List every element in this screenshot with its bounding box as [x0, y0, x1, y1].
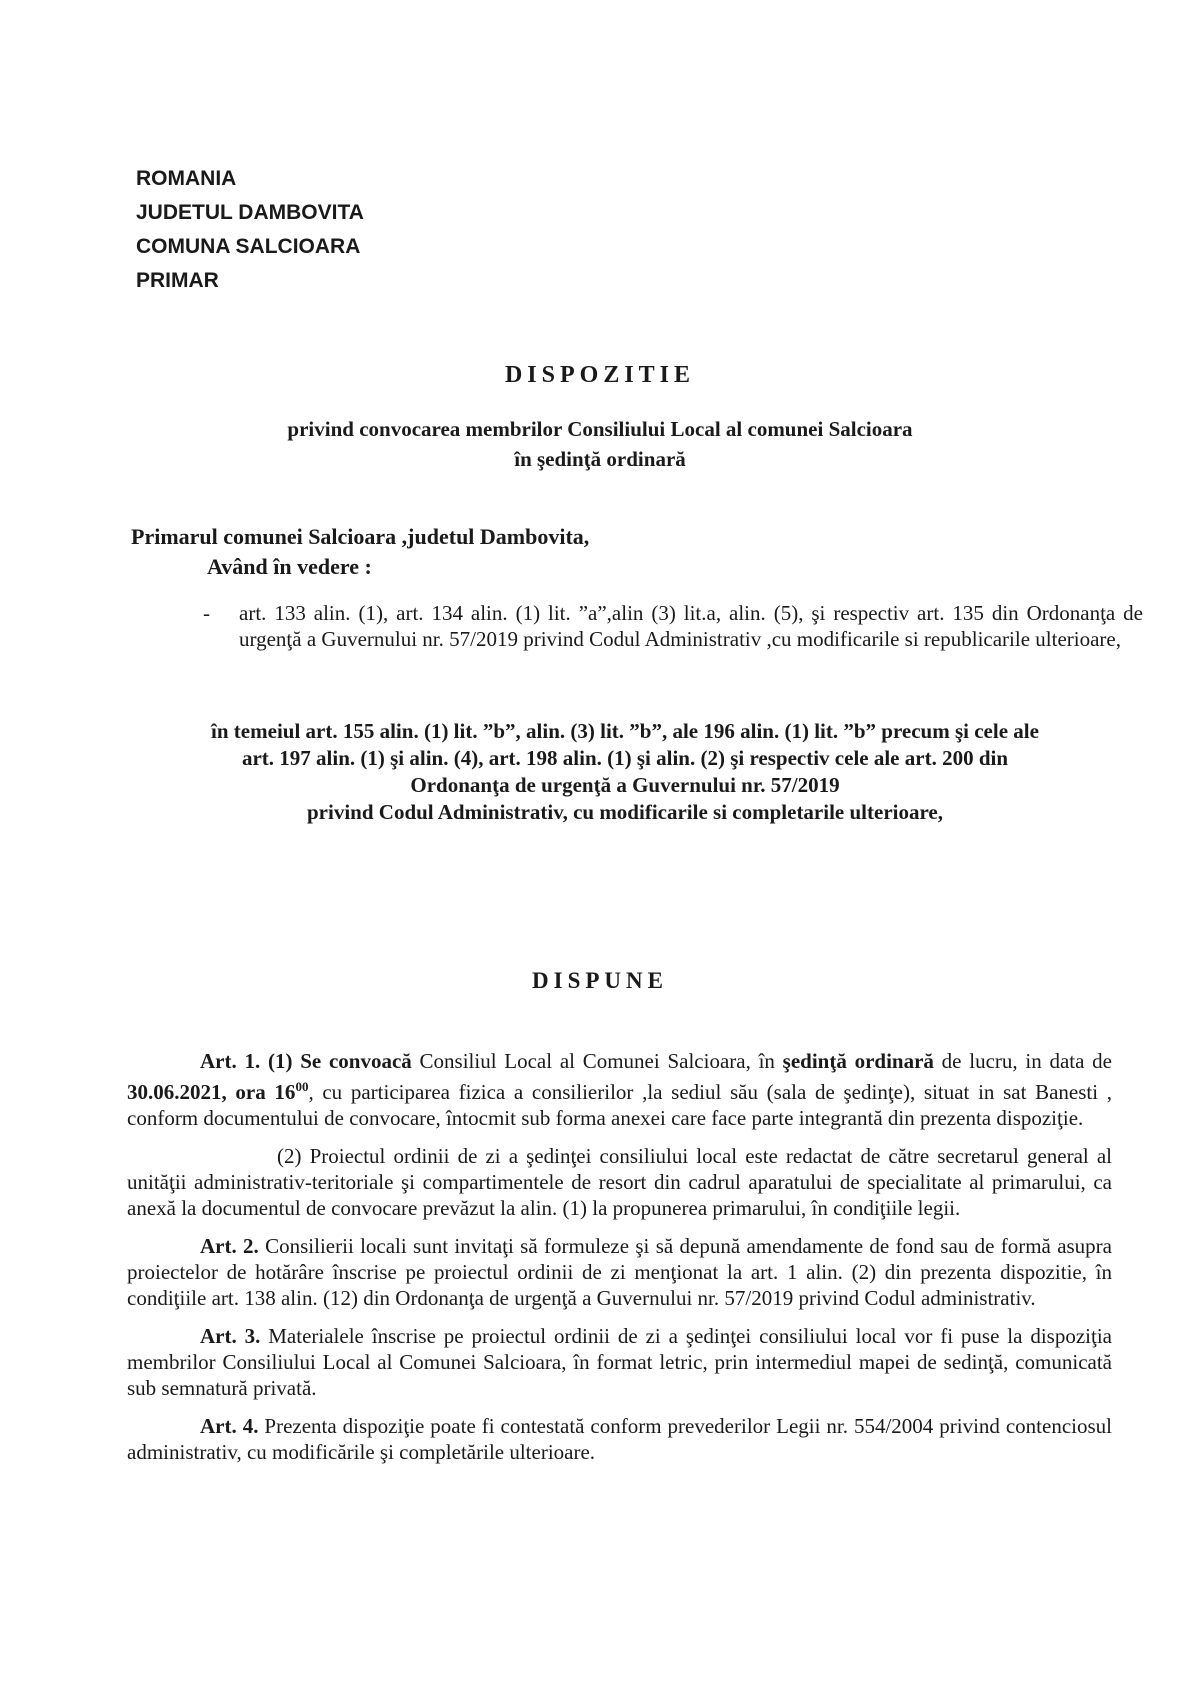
intro-line-2: Având în vedere :: [207, 554, 372, 579]
issuer-header: [136, 162, 364, 298]
article-2: Art. 2. Consilierii locali sunt invitaţi să formuleze şi să depună amendamente de fond sau de formă asupra proiectelor de hotărâre înscrise pe proiectul ordinii de zi menţionat la art. 1 alin. (2) din prezenta dispozitie, în condiţiile art. 138 alin. (12) din Ordonanţa de urgenţă a Guvernului nr. 57/2019 privind Codul administrativ.: [127, 1234, 1112, 1310]
article-1-paragraph-2: (2) Proiectul ordinii de zi a şedinţei consiliului local este redactat de către secretarul general al unităţii administrativ-teritoriale şi compartimentele de resort din cadrul aparatului de specialitate al primarului, ca anexă la documentul de convocare prevăzut la alin. (1) la propunerea primarului, în condiţiile legii.: [127, 1144, 1112, 1220]
considerent-text: art. 133 alin. (1), art. 134 alin. (1) lit. ”a”,alin (3) lit.a, alin. (5), şi respectiv art. 135 din Ordonanţa de urgenţă a Guvernului nr. 57/2019 privind Codul Administrativ ,cu modificarile si republicarile ulterioare,: [239, 601, 1143, 651]
article-3-label: Art. 3.: [200, 1324, 261, 1348]
header-country: ROMANIA: [136, 167, 237, 190]
legal-basis-line-2: art. 197 alin. (1) şi alin. (4), art. 198 alin. (1) şi alin. (2) şi respectiv cele ale art. 200 din: [241, 746, 1009, 770]
dispune-heading: DISPUNE: [532, 968, 668, 993]
legal-basis-line-3: Ordonanţa de urgenţă a Guvernului nr. 57/2019: [410, 773, 840, 797]
considerent-item: [203, 600, 1143, 652]
article-3: Art. 3. Materialele înscrise pe proiectul ordinii de zi a şedinţei consiliului local vor fi puse la dispoziţia membrilor Consiliului Local al Comunei Salcioara, în format letric, prin intermediul mapei de sedinţă, comunicată sub semnatură privată.: [127, 1324, 1112, 1400]
subject-line-2: în şedinţă ordinară: [514, 447, 686, 471]
legal-basis: [150, 718, 1100, 826]
legal-basis-line-1: în temeiul art. 155 alin. (1) lit. ”b”, alin. (3) lit. ”b”, ale 196 alin. (1) lit. ”b” precum şi cele ale: [211, 719, 1039, 743]
article-4: Art. 4. Prezenta dispoziţie poate fi contestată conform prevederilor Legii nr. 554/2004 privind contenciosul administrativ, cu modificările şi completările ulterioare.: [127, 1414, 1112, 1464]
list-dash: -: [203, 601, 210, 625]
article-4-label: Art. 4.: [200, 1414, 259, 1438]
session-type: şedinţă ordinară: [782, 1049, 934, 1073]
document-subject: [0, 414, 1200, 474]
document-title: DISPOZITIE: [504, 362, 696, 388]
subject-line-1: privind convocarea membrilor Consiliului Local al comunei Salcioara: [287, 417, 913, 441]
article-1-paragraph-1: Art. 1. (1) Se convoacă Consiliul Local al Comunei Salcioara, în şedinţă ordinară de lucru, in data de 30.06.2021, ora $16^{00}$, cu participarea fizica a consilierilor ,la sediul său (sala de şedinţe), situat in sat Banesti , conform documentului de convocare, întocmit sub forma anexei care face parte integrantă din prezenta dispoziţie.: [127, 1049, 1113, 1130]
article-1-label: Art. 1. (1) Se convoacă: [200, 1049, 412, 1073]
article-2-label: Art. 2.: [200, 1234, 259, 1258]
header-commune: COMUNA SALCIOARA: [136, 235, 361, 258]
header-office: PRIMAR: [136, 269, 219, 292]
articles-body: [127, 1048, 1112, 1477]
header-county: JUDETUL DAMBOVITA: [136, 201, 364, 224]
session-date-time: 30.06.2021, ora $16^{00}$: [127, 1079, 309, 1104]
intro-block: [131, 522, 589, 582]
intro-line-1: Primarul comunei Salcioara ,judetul Dambovita,: [131, 524, 590, 549]
legal-basis-line-4: privind Codul Administrativ, cu modificarile si completarile ulterioare,: [307, 800, 943, 824]
